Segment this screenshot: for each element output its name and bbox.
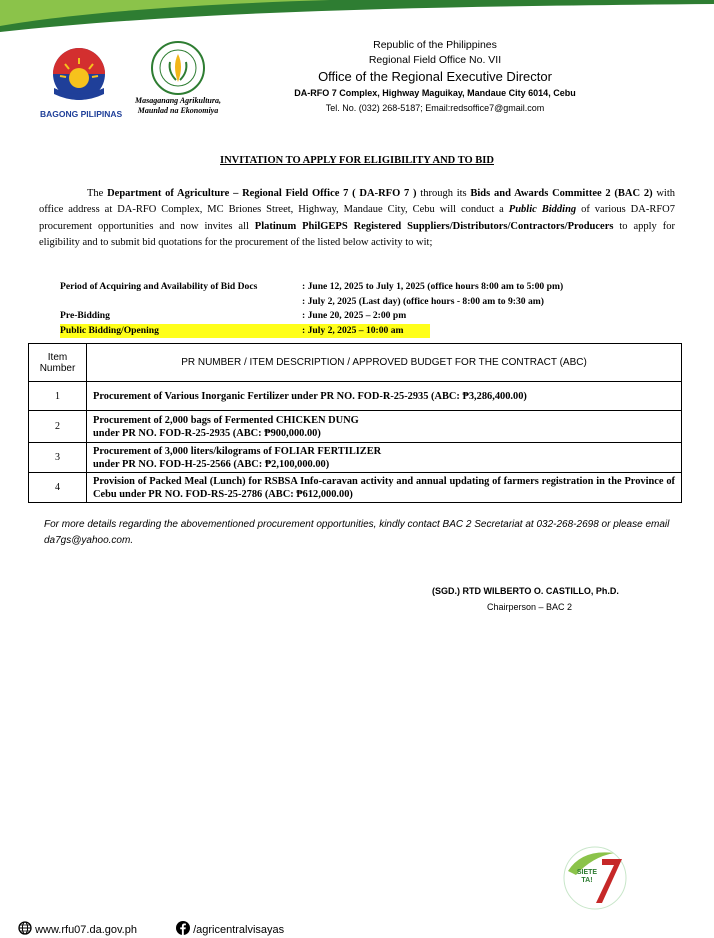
procurement-table	[28, 343, 682, 503]
prebid-label: Pre-Bidding	[60, 310, 110, 321]
procurement-mode: Public Bidding	[508, 204, 577, 216]
department-of-agriculture-logo	[150, 40, 206, 96]
opening-value: : July 2, 2025 – 10:00 am	[302, 324, 430, 339]
row-number: 4	[29, 473, 87, 503]
facebook-icon	[176, 921, 190, 938]
office-title: Office of the Regional Executive Director	[318, 69, 552, 84]
description-header: PR NUMBER / ITEM DESCRIPTION / APPROVED BUDGET FOR THE CONTRACT (ABC)	[87, 344, 682, 382]
row-number: 3	[29, 443, 87, 473]
facebook-link[interactable]	[176, 921, 284, 938]
da-motto: Masaganang Agrikultura, Maunlad na Ekonomiya	[135, 96, 221, 115]
republic-text: Republic of the Philippines	[373, 39, 497, 51]
item-header-line: Item	[47, 351, 68, 363]
item-number-header	[29, 344, 87, 382]
docs-period-label: Period of Acquiring and Availability of Bid Docs	[60, 281, 258, 292]
desc-line: Procurement of 3,000 liters/kilograms of FOLIAR FERTILIZER	[93, 445, 382, 457]
bagong-pilipinas-logo	[40, 44, 123, 119]
invitation-paragraph	[39, 186, 675, 251]
table-row	[29, 443, 682, 473]
signatory-position: Chairperson – BAC 2	[487, 602, 573, 612]
globe-icon	[18, 921, 32, 938]
docs-period-value-2: : July 2, 2025 (Last day) (office hours - 8:00 am to 9:30 am)	[302, 295, 544, 307]
item-header-line: Number	[39, 362, 76, 374]
badge-line-1: SIETE	[576, 869, 598, 876]
badge-line-2: TA!	[581, 877, 593, 884]
docs-period-value-1: : June 12, 2025 to July 1, 2025 (office hours 8:00 am to 5:00 pm)	[302, 281, 564, 292]
website-link[interactable]	[18, 921, 137, 938]
para-text: with office address at DA-RFO Complex, MC Briones Street, Highway, Mandaue City, Cebu will conduct a	[39, 188, 676, 216]
row-description	[87, 382, 682, 411]
website-text: www.rfu07.da.gov.ph	[35, 924, 137, 936]
siete-ta-badge	[562, 845, 628, 911]
row-number: 1	[29, 382, 87, 411]
table-row	[29, 411, 682, 443]
document-title: INVITATION TO APPLY FOR ELIGIBILITY AND TO BID	[220, 155, 494, 166]
para-text: to apply for eligibility and to submit bid quotations for the procurement of the listed below activity to wit;	[39, 220, 675, 248]
office-contact: Tel. No. (032) 268-5187; Email:redsoffice7@gmail.com	[325, 103, 545, 113]
opening-label: Public Bidding/Opening	[60, 324, 302, 339]
agency-name: Department of Agriculture – Regional Field Office 7 ( DA-RFO 7 )	[107, 188, 417, 199]
header-swoosh	[0, 0, 714, 40]
para-text: The	[87, 188, 108, 199]
table-row	[29, 473, 682, 503]
desc-line: under PR NO. FOD-H-25-2566 (ABC: ₱2,100,000.00)	[93, 458, 330, 470]
invitees: Platinum PhilGEPS Registered Suppliers/Distributors/Contractors/Producers	[254, 220, 614, 232]
letterhead	[250, 38, 620, 116]
row-description	[87, 443, 682, 473]
office-address: DA-RFO 7 Complex, Highway Maguikay, Mandaue City 6014, Cebu	[294, 88, 576, 98]
facebook-text: /agricentralvisayas	[193, 924, 285, 936]
desc-line: under PR NO. FOD-R-25-2935 (ABC: ₱900,000.00)	[93, 427, 321, 439]
field-office-text: Regional Field Office No. VII	[368, 54, 502, 66]
contact-note: For more details regarding the abovementioned procurement opportunities, kindly contact BAC 2 Secretariat at 032-268-2698 or please email da7gs@yahoo.com.	[44, 519, 670, 546]
desc-line: Procurement of Various Inorganic Fertilizer under PR NO. FOD-R-25-2935 (ABC: ₱3,286,400.00)	[93, 390, 527, 402]
signature-block	[432, 583, 619, 615]
desc-line: Procurement of 2,000 bags of Fermented CHICKEN DUNG	[93, 414, 359, 426]
prebid-value: : June 20, 2025 – 2:00 pm	[302, 310, 407, 321]
row-description: Provision of Packed Meal (Lunch) for RSBSA Info-caravan activity and annual updating of farmers registration in the Province of Cebu under PR NO. FOD-RS-25-2786 (ABC: ₱612,000.00)	[87, 473, 682, 503]
committee-name: Bids and Awards Committee 2 (BAC 2)	[470, 188, 653, 199]
para-text: through its	[416, 188, 471, 199]
table-row	[29, 382, 682, 411]
para-text: of various DA-RFO7 procurement opportunities and now invites all	[39, 204, 675, 232]
bagong-pilipinas-text: BAGONG PILIPINAS	[40, 109, 123, 119]
signatory-name: (SGD.) RTD WILBERTO O. CASTILLO, Ph.D.	[432, 586, 619, 596]
row-description	[87, 411, 682, 443]
row-number: 2	[29, 411, 87, 443]
